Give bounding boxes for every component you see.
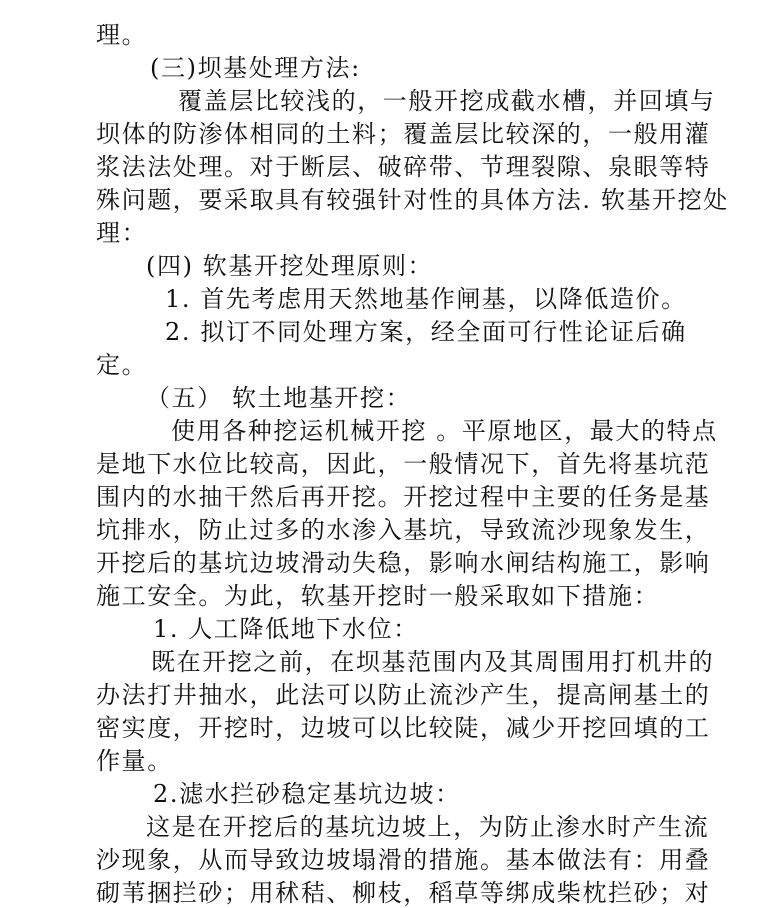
text-line-19: 施工安全。为此，软基开挖时一般采取如下措施： bbox=[96, 582, 660, 610]
text-line-8: 理： bbox=[96, 219, 148, 247]
text-line-17: 坑排水，防止过多的水渗入基坑，导致流沙现象发生， bbox=[96, 516, 711, 544]
text-line-22: 办法打井抽水，此法可以防止流沙产生，提高闸基土的 bbox=[96, 681, 711, 709]
text-line-18: 开挖后的基坑边坡滑动失稳，影响水闸结构施工，影响 bbox=[96, 549, 711, 577]
list-item-1: 1. 首先考虑用天然地基作闸基，以降低造价。 bbox=[165, 285, 687, 313]
text-line-21: 既在开挖之前，在坝基范围内及其周围用打机井的 bbox=[151, 648, 715, 676]
text-line-4: 覆盖层比较浅的，一般开挖成截水槽，并回填与 bbox=[178, 87, 716, 115]
text-line-2: 理。 bbox=[96, 21, 148, 49]
text-line-14: 使用各种挖运机械开挖 。平原地区，最大的特点 bbox=[171, 417, 718, 445]
text-line-26: 这是在开挖后的基坑边坡上，为防止渗水时产生流 bbox=[146, 813, 710, 841]
text-line-15: 是地下水位比较高，因此，一般情况下，首先将基坑范 bbox=[96, 450, 711, 478]
section-heading-3: (三)坝基处理方法: bbox=[150, 54, 361, 82]
text-line-16: 围内的水抽干然后再开挖。开挖过程中主要的任务是基 bbox=[96, 483, 711, 511]
text-line-6: 浆法法处理。对于断层、破碎带、节理裂隙、泉眼等特 bbox=[96, 153, 711, 181]
text-line-5: 坝体的防渗体相同的土料；覆盖层比较深的，一般用灌 bbox=[96, 120, 711, 148]
section-heading-4: (四) 软基开挖处理原则： bbox=[146, 252, 434, 280]
list-item-2: 2. 拟订不同处理方案，经全面可行性论证后确 bbox=[165, 318, 687, 346]
text-line-27: 沙现象，从而导致边坡塌滑的措施。基本做法有：用叠 bbox=[96, 846, 711, 874]
subheading-1: 1. 人工降低地下水位： bbox=[153, 615, 419, 643]
subheading-2: 2.滤水拦砂稳定基坑边坡： bbox=[153, 780, 461, 808]
text-line-7: 殊问题，要采取具有较强针对性的具体方法. 软基开挖处 bbox=[96, 186, 729, 214]
text-line-28: 砌苇捆拦砂；用秫秸、柳枝，稻草等绑成柴枕拦砂；对 bbox=[96, 879, 711, 907]
section-heading-5: （五） 软土地基开挖： bbox=[146, 384, 412, 412]
text-line-12: 定。 bbox=[96, 351, 148, 379]
text-line-23: 密实度，开挖时，边坡可以比较陡，减少开挖回填的工 bbox=[96, 714, 711, 742]
text-line-24: 作量。 bbox=[96, 747, 173, 775]
